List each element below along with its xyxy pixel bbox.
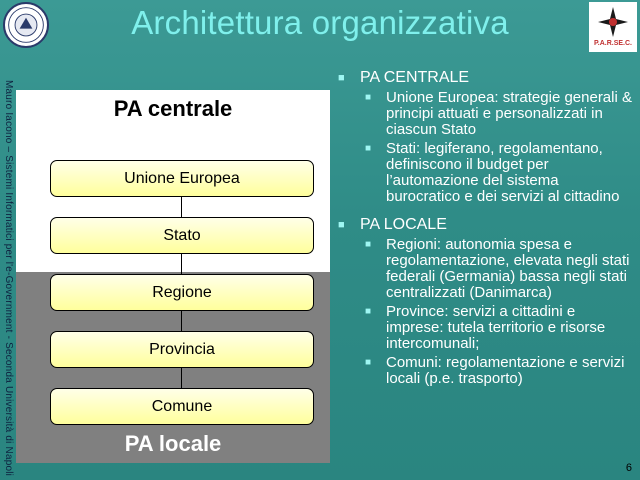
parsec-logo-text: P.A.R.SE.C.: [594, 40, 632, 47]
level-box-stato: Stato: [50, 217, 314, 254]
bullet-square-icon: ■: [338, 219, 345, 231]
bullet-square-icon: ■: [365, 92, 372, 103]
slide-title: Architettura organizzativa: [131, 4, 509, 41]
page-number: 6: [625, 462, 632, 474]
bullet-item: ■ Comuni: regolamentazione e servizi locali (p.e. trasporto): [365, 354, 625, 387]
bullet-square-icon: ■: [365, 357, 372, 368]
parsec-logo: [589, 2, 637, 52]
level-box-provincia: Provincia: [50, 331, 314, 368]
bullet-item: ■ Unione Europea: strategie generali & principi attuati e personalizzati in ciascun Stato: [365, 89, 632, 138]
bullet-list: [336, 70, 634, 399]
bullet-item: ■ Province: servizi a cittadini e imprese: tutela territorio e risorse intercomunali;: [365, 303, 606, 352]
bullet-square-icon: ■: [365, 306, 372, 317]
local-section: [336, 217, 634, 387]
pa-hierarchy-diagram: [16, 90, 330, 463]
bullet-item: ■ Regioni: autonomia spesa e regolamentazione, elevata negli stati federali (Germania) bassa negli stati centralizzati (Danimarca): [365, 236, 630, 301]
bullet-square-icon: ■: [338, 72, 345, 84]
bullet-item: ■ Stati: legiferano, regolamentano, definiscono il budget per l’automazione del sistema burocratico e dei servizi al cittadino: [365, 140, 620, 205]
local-label: PA locale: [124, 431, 222, 456]
level-box-comune: Comune: [50, 388, 314, 425]
bullet-square-icon: ■: [365, 143, 372, 154]
central-heading: ■ PA CENTRALE: [338, 69, 470, 86]
central-section: [336, 70, 634, 205]
central-label: PA centrale: [113, 96, 233, 121]
author-sidebar-text: Mauro Iacono – Sistemi Informatici per l'e-Government - Seconda Università di Napoli: [3, 80, 14, 477]
local-heading: ■ PA LOCALE: [338, 216, 447, 233]
level-box-regione: Regione: [50, 274, 314, 311]
level-box-unione-europea: Unione Europea: [50, 160, 314, 197]
bullet-square-icon: ■: [365, 239, 372, 250]
